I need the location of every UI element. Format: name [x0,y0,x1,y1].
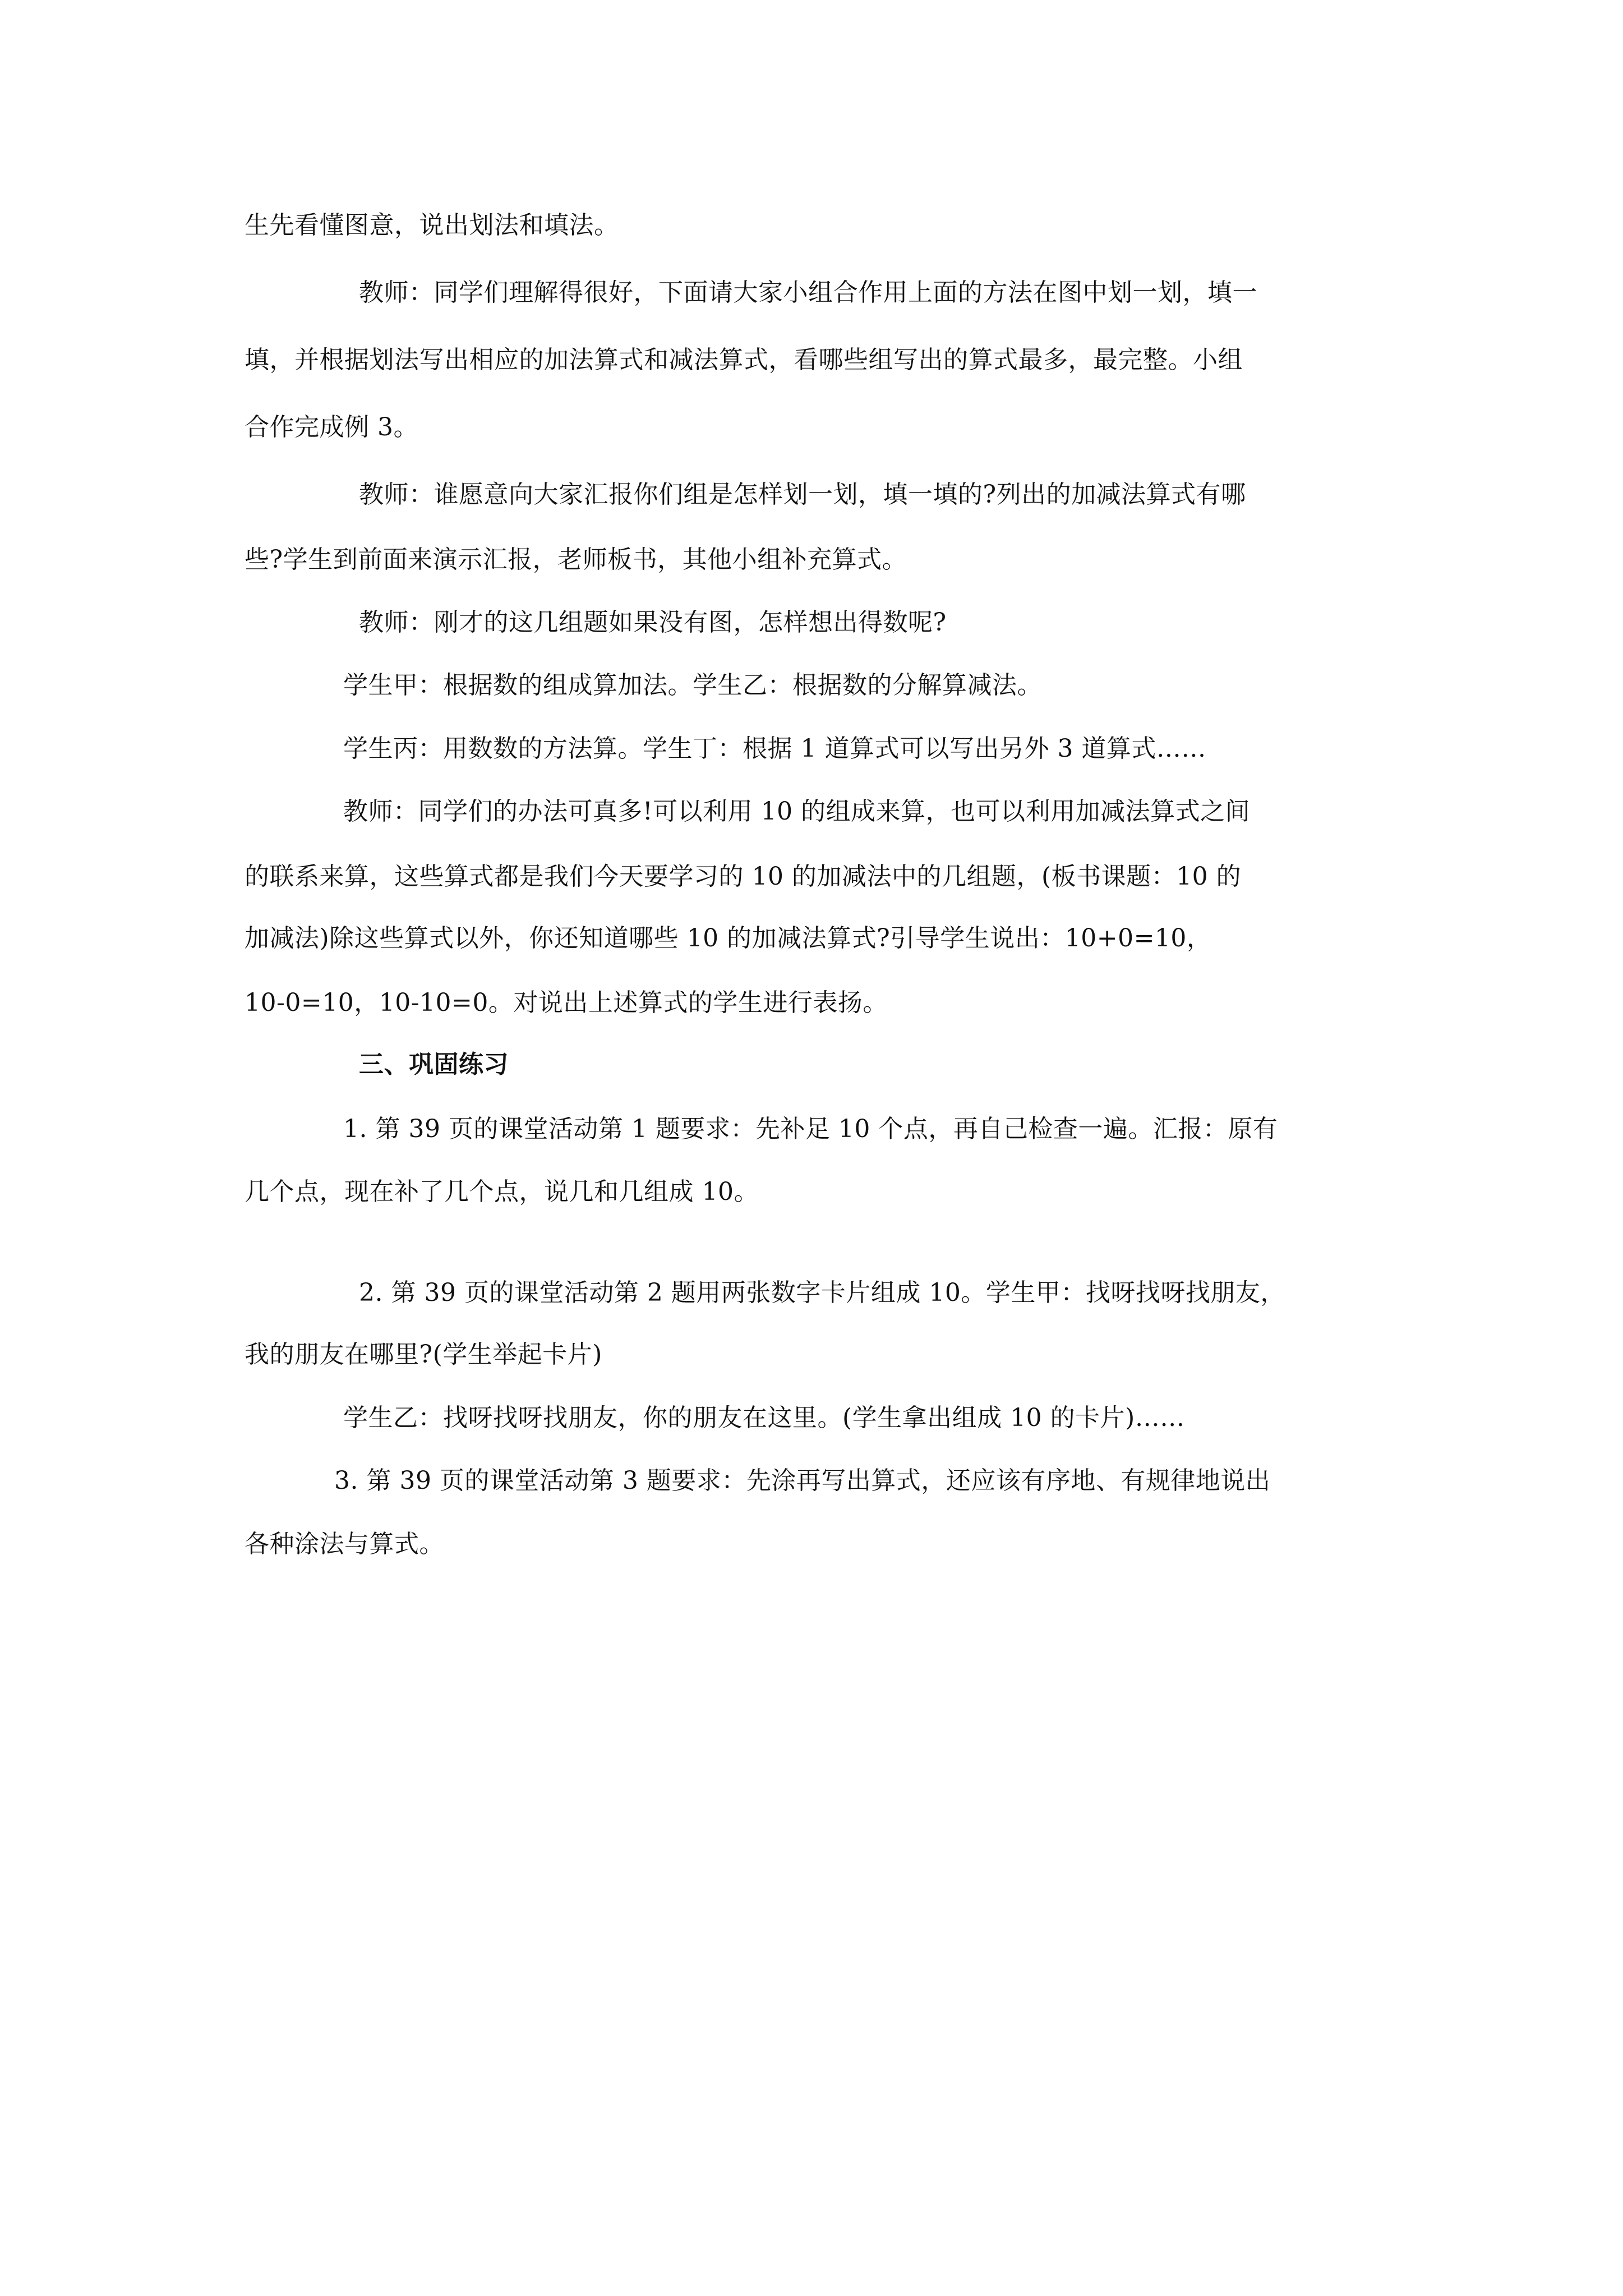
text-line: 学生乙：找呀找呀找朋友，你的朋友在这里。(学生拿出组成 10 的卡片)…… [343,1404,1185,1432]
section-heading: 三、巩固练习 [359,1050,509,1079]
text-line: 加减法)除这些算式以外，你还知道哪些 10 的加减法算式?引导学生说出：10+0=10， [245,924,1212,953]
text-line: 我的朋友在哪里?(学生举起卡片) [245,1340,602,1369]
text-line: 生先看懂图意，说出划法和填法。 [245,211,619,240]
text-line: 几个点，现在补了几个点，说几和几组成 10。 [245,1177,759,1206]
text-line: 填，并根据划法写出相应的加法算式和减法算式，看哪些组写出的算式最多，最完整。小组 [245,346,1243,374]
text-line: 合作完成例 3。 [245,413,418,441]
text-line: 教师：同学们的办法可真多!可以利用 10 的组成来算，也可以利用加减法算式之间 [343,797,1251,826]
text-line: 10-0=10，10-10=0。对说出上述算式的学生进行表扬。 [245,988,888,1017]
text-line: 1. 第 39 页的课堂活动第 1 题要求：先补足 10 个点，再自己检查一遍。汇报：原有 [343,1115,1278,1143]
text-line: 的联系来算，这些算式都是我们今天要学习的 10 的加减法中的几组题，(板书课题：10 的 [245,862,1242,891]
text-line: 教师：刚才的这几组题如果没有图，怎样想出得数呢? [359,608,947,637]
text-line: 各种涂法与算式。 [245,1530,444,1558]
text-line: 2. 第 39 页的课堂活动第 2 题用两张数字卡片组成 10。学生甲：找呀找呀找朋友， [359,1278,1285,1307]
text-line: 学生丙：用数数的方法算。学生丁：根据 1 道算式可以写出另外 3 道算式…… [343,734,1206,763]
text-line: 3. 第 39 页的课堂活动第 3 题要求：先涂再写出算式，还应该有序地、有规律地说出 [334,1466,1271,1495]
text-line: 学生甲：根据数的组成算加法。学生乙：根据数的分解算减法。 [343,671,1042,700]
text-line: 教师：同学们理解得很好，下面请大家小组合作用上面的方法在图中划一划，填一 [359,278,1257,307]
text-line: 教师：谁愿意向大家汇报你们组是怎样划一划，填一填的?列出的加减法算式有哪 [359,480,1246,509]
text-line: 些?学生到前面来演示汇报，老师板书，其他小组补充算式。 [245,545,907,574]
